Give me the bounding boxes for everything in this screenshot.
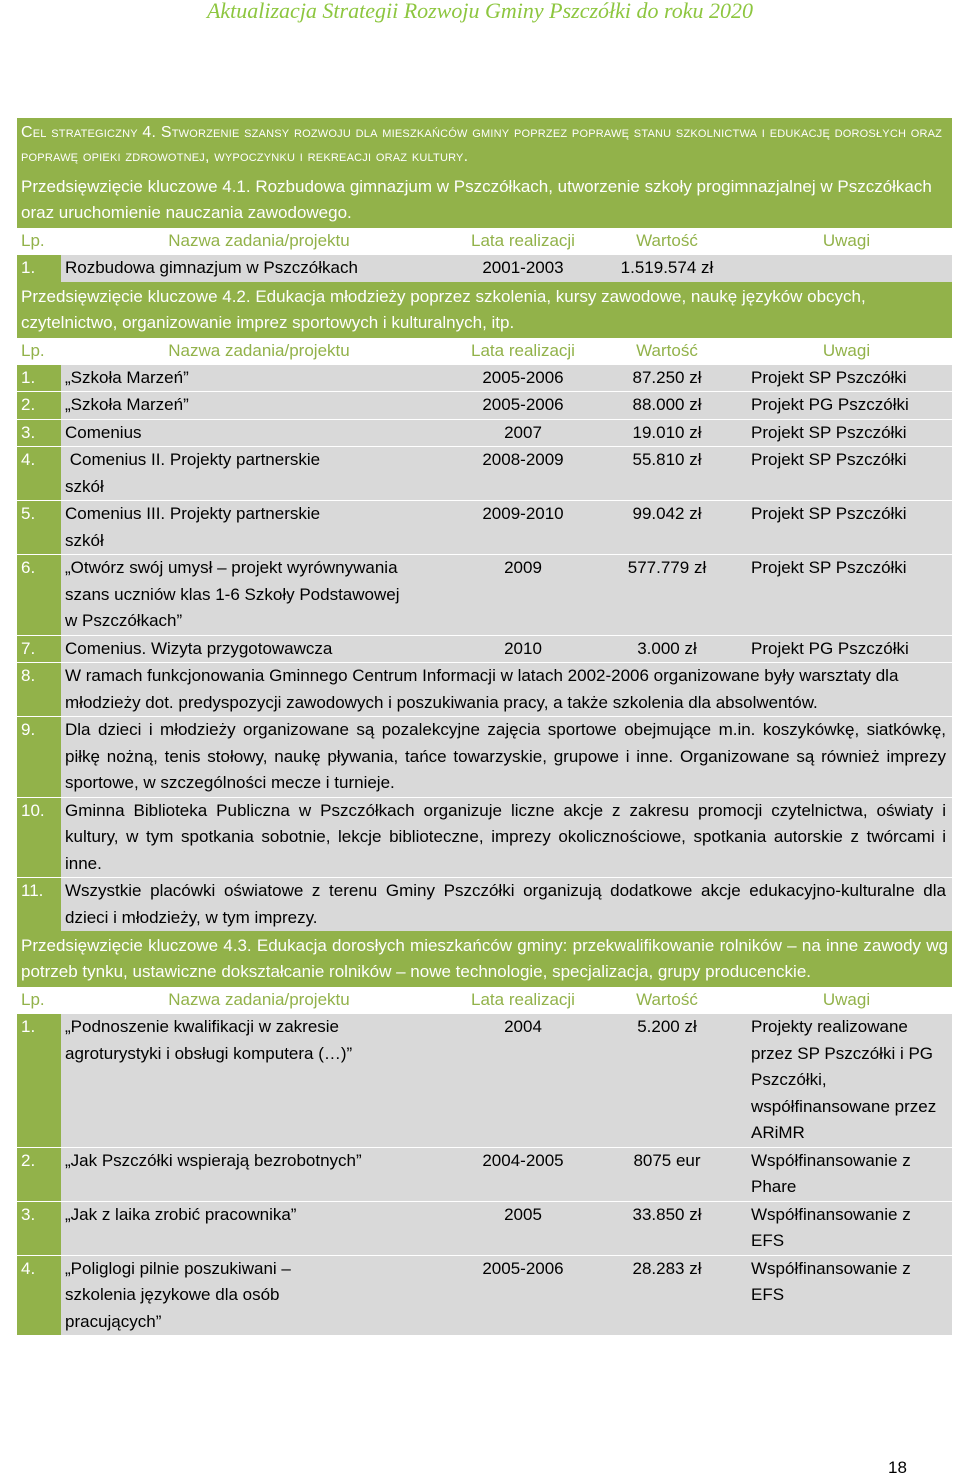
col-lp: Lp.	[17, 228, 61, 254]
col-uwagi: Uwagi	[822, 231, 871, 250]
table-row: 6. „Otwórz swój umysł – projekt wyrównywania szans uczniów klas 1-6 Szkoły Podstawowej w Pszczółkach” 2009 577.779 zł Projekt SP Pszczółki	[17, 554, 952, 635]
document-table	[17, 118, 952, 1335]
table-row: 5. Comenius III. Projekty partnerskie szkół 2009-2010 99.042 zł Projekt SP Pszczółki	[17, 500, 952, 554]
table-row: 2. „Jak Pszczółki wspierają bezrobotnych” 2004-2005 8075 eur Współfinansowanie z Phare	[17, 1147, 952, 1201]
list-item: 11. Wszystkie placówki oświatowe z terenu Gminy Pszczółki organizują dodatkowe akcje edukacyjno-kulturalne dla dzieci i młodzieży, w tym imprezy.	[17, 877, 952, 931]
table-row: 1. „Szkoła Marzeń” 2005-2006 87.250 zł Projekt SP Pszczółki	[17, 364, 952, 392]
section-4-3-title: Przedsięwzięcie kluczowe 4.3. Edukacja dorosłych mieszkańców gminy: przekwalifikowanie rolników – na inne zawody wg potrzeb tynku, ustawiczne dokształcanie rolników – nowe technologie, specjalizacja, grupy producenckie.	[17, 931, 952, 987]
list-item: 8. W ramach funkcjonowania Gminnego Centrum Informacji w latach 2002-2006 organizowane były warsztaty dla młodzieży dot. predyspozycji zawodowych i poszukiwania pracy, a także szkolenia dla absolwentów.	[17, 662, 952, 716]
table-header: Lp. Nazwa zadania/projektu Lata realizacji Wartość Uwagi	[17, 338, 952, 364]
strategic-goal-banner: Cel strategiczny 4. Stworzenie szansy rozwoju dla mieszkańców gminy poprzez poprawę stanu szkolnictwa i edukację dorosłych oraz poprawę opieki zdrowotnej, wypoczynku i rekreacji oraz kultury.	[17, 118, 952, 172]
table-row: 4. „Poliglogi pilnie poszukiwani – szkolenia językowe dla osób pracujących” 2005-2006 28.283 zł Współfinansowanie z EFS	[17, 1255, 952, 1336]
table-header	[17, 228, 952, 254]
table-row: 3. Comenius 2007 19.010 zł Projekt SP Pszczółki	[17, 419, 952, 447]
section-4-2-title: Przedsięwzięcie kluczowe 4.2. Edukacja młodzieży poprzez szkolenia, kursy zawodowe, naukę języków obcych, czytelnictwo, organizowanie imprez sportowych i kulturalnych, itp.	[17, 282, 952, 338]
col-lata: Lata realizacji	[471, 231, 575, 250]
table-row: 1. „Podnoszenie kwalifikacji w zakresie agroturystyki i obsługi komputera (…)” 2004 5.200 zł Projekty realizowane przez SP Pszczółki i PG Pszczółki, współfinansowane przez ARiMR	[17, 1013, 952, 1147]
section-4-1-title: Przedsięwzięcie kluczowe 4.1. Rozbudowa gimnazjum w Pszczółkach, utworzenie szkoły progimnazjalnej w Pszczółkach oraz uruchomienie nauczania zawodowego.	[17, 172, 952, 228]
table-row: 3. „Jak z laika zrobić pracownika” 2005 33.850 zł Współfinansowanie z EFS	[17, 1201, 952, 1255]
table-row: 1. Rozbudowa gimnazjum w Pszczółkach 2001-2003 1.519.574 zł	[17, 254, 952, 282]
table-row: 2. „Szkoła Marzeń” 2005-2006 88.000 zł Projekt PG Pszczółki	[17, 391, 952, 419]
col-wartosc: Wartość	[636, 231, 698, 250]
table-row: 7. Comenius. Wizyta przygotowawcza 2010 3.000 zł Projekt PG Pszczółki	[17, 635, 952, 663]
page-header: Aktualizacja Strategii Rozwoju Gminy Pszczółki do roku 2020	[206, 0, 754, 23]
list-item: 10. Gminna Biblioteka Publiczna w Pszczółkach organizuje liczne akcje z zakresu promocji czytelnictwa, oświaty i kultury, w tym spotkania sobotnie, lekcje biblioteczne, imprezy okolicznościowe, spotkania autorskie z twórcami i inne.	[17, 797, 952, 878]
table-row: 4. Comenius II. Projekty partnerskie szkół 2008-2009 55.810 zł Projekt SP Pszczółki	[17, 446, 952, 500]
table-header: Lp. Nazwa zadania/projektu Lata realizacji Wartość Uwagi	[17, 987, 952, 1013]
col-name: Nazwa zadania/projektu	[168, 231, 350, 250]
page-number: 18	[888, 1458, 907, 1477]
list-item: 9. Dla dzieci i młodzieży organizowane są pozalekcyjne zajęcia sportowe obejmujące m.in. koszykówkę, siatkówkę, piłkę nożną, tenis stołowy, naukę pływania, tańce towarzyskie, grupowe i inne. Organizowane są również imprezy sportowe, w szczególności mecze i turnieje.	[17, 716, 952, 797]
